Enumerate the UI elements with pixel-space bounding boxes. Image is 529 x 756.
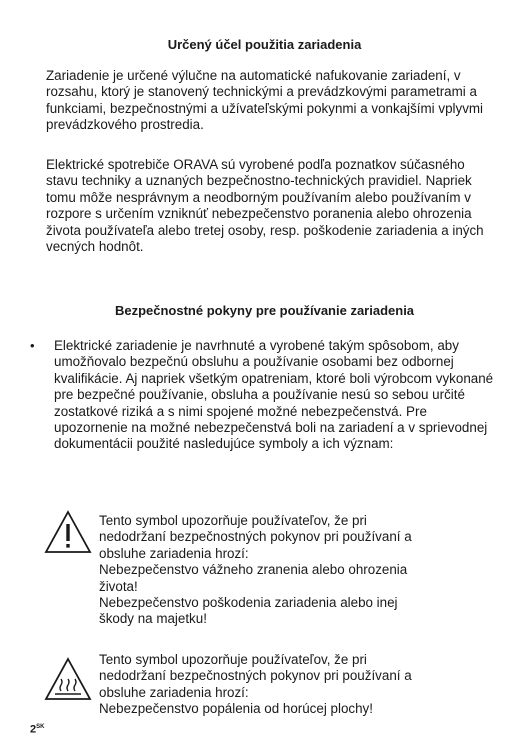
warning-line: Nebezpečenstvo poškodenia zariadenia alebo inej — [99, 595, 398, 611]
warning-line: Nebezpečenstvo popálenia od horúcej plochy! — [99, 701, 373, 717]
warning-hot-surface-description — [99, 652, 499, 718]
warning-line: Tento symbol upozorňuje používateľov, že pri — [99, 652, 367, 667]
intended-use-heading: Určený účel použitia zariadenia — [167, 37, 362, 52]
intended-use-paragraph-2: Elektrické spotrebiče ORAVA sú vyrobené podľa poznatkov súčasného stavu techniky a uznaných bezpečnostno-technických pravidiel. Napriek tomu môže nesprávnym a neodborným používaním alebo používaním v rozpore s určením vzniknúť nebezpečenstvo poranenia alebo ohrozenia života používateľa alebo tretej osoby, resp. poškodenie zariadenia a iných vecných hodnôt. — [46, 157, 484, 255]
safety-heading: Bezpečnostné pokyny pre používanie zariadenia — [114, 303, 415, 318]
safety-bullet-text: Elektrické zariadenie je navrhnuté a vyrobené takým spôsobom, aby umožňovalo bezpečnú obsluhu a používanie osobami bez odbornej kvalifikácie. Aj napriek všetkým opatreniam, ktoré boli výrobcom vykonané pre bezpečné používanie, obsluha a používanie nesú so sebou určité zostatkové riziká a s nimi spojené možné nebezpečenstvá. Pre upozornenie na možné nebezpečenstvá boli na zariadení a v sprievodnej dokumentácii použité nasledujúce symboly a ich význam: — [54, 338, 494, 452]
page-number — [30, 720, 44, 737]
warning-line: Nebezpečenstvo vážneho zranenia alebo ohrozenia — [99, 562, 408, 578]
page-number-value: 2 — [30, 723, 37, 736]
warning-general-description — [99, 513, 499, 628]
warning-line: obsluhe zariadenia hrozí: — [99, 684, 249, 700]
warning-line: nedodržaní bezpečnostných pokynov pri používaní a — [99, 668, 412, 684]
intended-use-paragraph-1: Zariadenie je určené výlučne na automatické nafukovanie zariadení, v rozsahu, ktorý je stanovený technickými a prevádzkovými parametrami a funkciami, bezpečnostnými a užívateľskými pokynmi a vonkajšími vplyvmi prevádzkového prostredia. — [46, 68, 484, 133]
bullet-icon: • — [30, 338, 35, 353]
hot-surface-icon — [44, 657, 92, 701]
warning-line: obsluhe zariadenia hrozí: — [99, 545, 249, 561]
warning-triangle-icon — [44, 510, 92, 554]
warning-line: Tento symbol upozorňuje používateľov, že pri — [99, 513, 367, 528]
warning-line: nedodržaní bezpečnostných pokynov pri používaní a — [99, 529, 412, 545]
page-language-code: SK — [36, 724, 45, 730]
warning-line: škody na majetku! — [99, 611, 207, 627]
warning-line: života! — [99, 578, 138, 594]
